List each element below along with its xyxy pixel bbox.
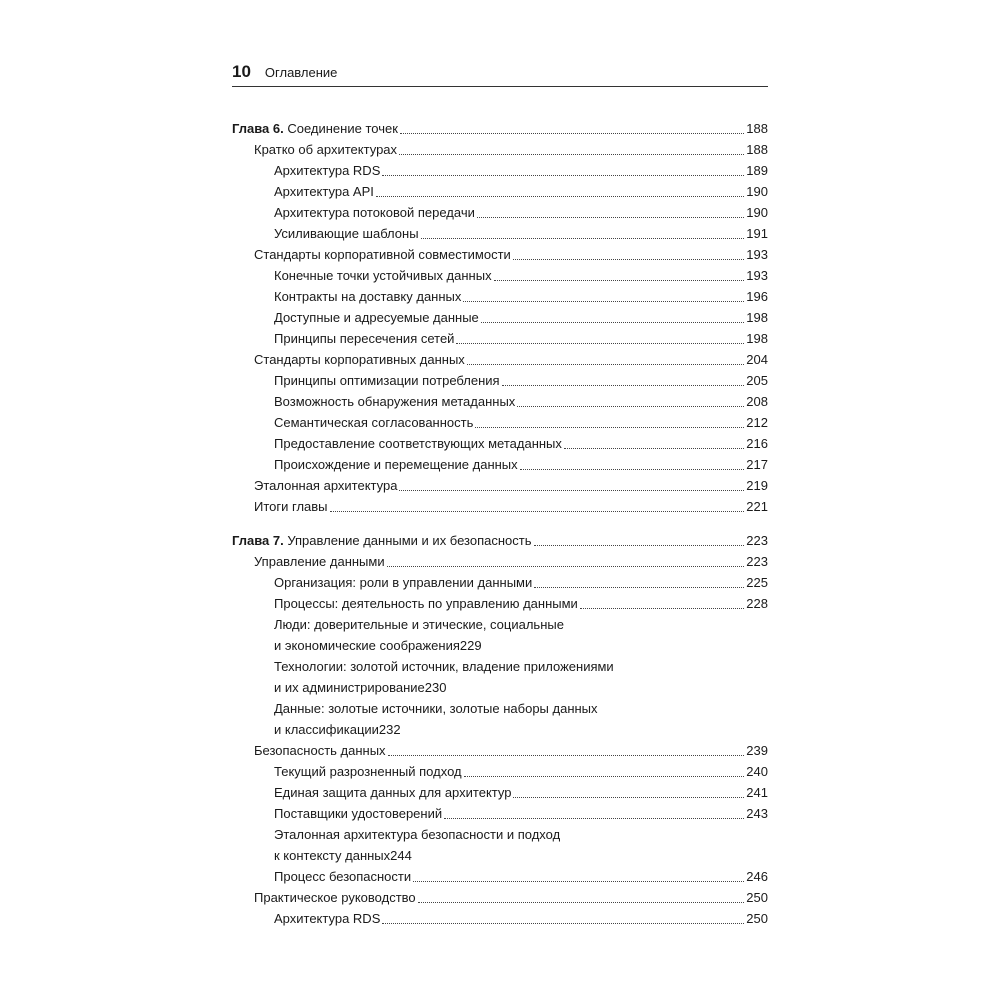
page-ref: 229 [459, 638, 482, 653]
dot-leader [399, 154, 744, 155]
page-ref: 208 [746, 394, 768, 409]
page-ref: 217 [746, 457, 768, 472]
dot-leader [418, 902, 745, 903]
page-ref: 244 [390, 848, 412, 863]
entry-title: Итоги главы [254, 499, 328, 514]
chapter-label: Глава 6. [232, 121, 284, 136]
entry-title-continuation [274, 845, 768, 866]
entry-title: Эталонная архитектура [254, 478, 398, 493]
subsection-entry[interactable] [232, 782, 768, 803]
entry-title: Процесс безопасности [274, 869, 412, 884]
entry-title: Поставщики удостоверений [274, 806, 443, 821]
entry-title: Текущий разрозненный подход [274, 764, 462, 779]
page-ref: 204 [746, 352, 768, 367]
section-entry[interactable] [232, 139, 768, 160]
entry-title: Практическое руководство [254, 890, 416, 905]
entry-title: Стандарты корпоративных данных [254, 352, 465, 367]
entry-title-line2: и их администрирование [274, 680, 425, 695]
entry-title: Архитектура RDS [274, 911, 381, 926]
page-ref: 198 [746, 331, 768, 346]
dot-leader [463, 301, 744, 302]
dot-leader [330, 511, 745, 512]
chapter-name: Управление данными и их безопасность [287, 533, 532, 548]
subsection-entry[interactable] [232, 454, 768, 475]
page-number: 10 [232, 62, 251, 81]
entry-title: Технологии: золотой источник, владение приложениями [274, 659, 614, 674]
dot-leader [388, 755, 745, 756]
subsection-entry[interactable] [232, 866, 768, 887]
entry-title-line2: и классификации [274, 722, 379, 737]
section-entry[interactable] [232, 551, 768, 572]
chapter-title [232, 530, 532, 551]
dot-leader [382, 175, 744, 176]
entry-title: Эталонная архитектура безопасности и подход [274, 827, 561, 842]
subsection-entry[interactable] [232, 908, 768, 929]
page-ref: 198 [746, 310, 768, 325]
subsection-entry[interactable] [232, 328, 768, 349]
chapter-entry[interactable] [232, 118, 768, 139]
entry-title-continuation [274, 719, 768, 740]
page-ref: 216 [746, 436, 768, 451]
dot-leader [376, 196, 744, 197]
dot-leader [534, 545, 745, 546]
subsection-entry[interactable] [232, 593, 768, 614]
entry-title-line2: к контексту данных [274, 848, 391, 863]
subsection-entry[interactable] [232, 433, 768, 454]
dot-leader [456, 343, 744, 344]
chapter-title [232, 118, 398, 139]
page-ref: 205 [746, 373, 768, 388]
entry-title: Контракты на доставку данных [274, 289, 462, 304]
dot-leader [464, 776, 745, 777]
entry-title: Архитектура RDS [274, 163, 381, 178]
subsection-entry[interactable] [232, 656, 768, 698]
table-of-contents [232, 118, 768, 929]
page-ref: 196 [746, 289, 768, 304]
entry-title: Процессы: деятельность по управлению данными [274, 596, 578, 611]
subsection-entry[interactable] [232, 698, 768, 740]
page-ref: 188 [746, 121, 768, 136]
entry-title: Данные: золотые источники, золотые наборы данных [274, 701, 598, 716]
page-ref: 221 [746, 499, 768, 514]
dot-leader [387, 566, 745, 567]
chapter-label: Глава 7. [232, 533, 284, 548]
subsection-entry[interactable] [232, 181, 768, 202]
subsection-entry[interactable] [232, 202, 768, 223]
page-ref: 193 [746, 268, 768, 283]
entry-title: Усиливающие шаблоны [274, 226, 419, 241]
dot-leader [444, 818, 744, 819]
subsection-entry[interactable] [232, 223, 768, 244]
subsection-entry[interactable] [232, 572, 768, 593]
entry-title: Принципы пересечения сетей [274, 331, 455, 346]
page-ref: 230 [424, 680, 447, 695]
subsection-entry[interactable] [232, 265, 768, 286]
entry-title-line2: и экономические соображения [274, 638, 460, 653]
dot-leader [494, 280, 745, 281]
subsection-entry[interactable] [232, 307, 768, 328]
page-ref: 250 [746, 911, 768, 926]
subsection-entry[interactable] [232, 286, 768, 307]
page-ref: 250 [746, 890, 768, 905]
subsection-entry[interactable] [232, 391, 768, 412]
entry-title: Принципы оптимизации потребления [274, 373, 500, 388]
entry-title: Семантическая согласованность [274, 415, 474, 430]
entry-title: Доступные и адресуемые данные [274, 310, 479, 325]
dot-leader [520, 469, 745, 470]
chapter-name: Соединение точек [287, 121, 398, 136]
subsection-entry[interactable] [232, 370, 768, 391]
entry-title: Единая защита данных для архитектур [274, 785, 512, 800]
entry-title: Происхождение и перемещение данных [274, 457, 518, 472]
dot-leader [513, 797, 744, 798]
subsection-entry[interactable] [232, 614, 768, 656]
section-entry[interactable] [232, 244, 768, 265]
chapter-spacer [232, 517, 768, 530]
page-ref: 193 [746, 247, 768, 262]
section-entry[interactable] [232, 740, 768, 761]
dot-leader [382, 923, 744, 924]
page-ref: 241 [746, 785, 768, 800]
page-ref: 225 [746, 575, 768, 590]
page-ref: 212 [746, 415, 768, 430]
dot-leader [534, 587, 744, 588]
subsection-entry[interactable] [232, 160, 768, 181]
dot-leader [400, 133, 744, 134]
page-ref: 223 [746, 533, 768, 548]
subsection-entry[interactable] [232, 412, 768, 433]
entry-title: Архитектура потоковой передачи [274, 205, 475, 220]
page-ref: 189 [746, 163, 768, 178]
dot-leader [399, 490, 744, 491]
running-head-title: Оглавление [264, 65, 338, 80]
entry-title: Организация: роли в управлении данными [274, 575, 533, 590]
entry-title: Предоставление соответствующих метаданных [274, 436, 562, 451]
page-ref: 190 [746, 184, 768, 199]
entry-title: Управление данными [254, 554, 385, 569]
dot-leader [477, 217, 744, 218]
running-head [232, 62, 768, 86]
page-ref: 240 [746, 764, 768, 779]
section-entry[interactable] [232, 475, 768, 496]
page-ref: 239 [746, 743, 768, 758]
dot-leader [413, 881, 744, 882]
subsection-entry[interactable] [232, 824, 768, 866]
entry-title: Возможность обнаружения метаданных [274, 394, 516, 409]
dot-leader [580, 608, 745, 609]
dot-leader [502, 385, 745, 386]
page-ref: 246 [746, 869, 768, 884]
page-ref: 191 [746, 226, 768, 241]
dot-leader [513, 259, 744, 260]
section-entry[interactable] [232, 349, 768, 370]
subsection-entry[interactable] [232, 803, 768, 824]
dot-leader [467, 364, 745, 365]
page-ref: 190 [746, 205, 768, 220]
entry-title: Конечные точки устойчивых данных [274, 268, 492, 283]
entry-title-continuation [274, 635, 768, 656]
header-divider [232, 86, 768, 87]
entry-title: Архитектура API [274, 184, 374, 199]
dot-leader [475, 427, 744, 428]
subsection-entry[interactable] [232, 761, 768, 782]
dot-leader [564, 448, 744, 449]
page-ref: 219 [746, 478, 768, 493]
dot-leader [517, 406, 744, 407]
dot-leader [421, 238, 745, 239]
dot-leader [481, 322, 745, 323]
entry-title: Кратко об архитектурах [254, 142, 398, 157]
entry-title: Люди: доверительные и этические, социальные [274, 617, 564, 632]
entry-title: Стандарты корпоративной совместимости [254, 247, 511, 262]
page-ref: 188 [746, 142, 768, 157]
page-ref: 228 [746, 596, 768, 611]
section-entry[interactable] [232, 496, 768, 517]
entry-title-continuation [274, 677, 768, 698]
section-entry[interactable] [232, 887, 768, 908]
page-ref: 232 [378, 722, 401, 737]
page-ref: 223 [746, 554, 768, 569]
entry-title: Безопасность данных [254, 743, 386, 758]
page-ref: 243 [746, 806, 768, 821]
chapter-entry[interactable] [232, 530, 768, 551]
